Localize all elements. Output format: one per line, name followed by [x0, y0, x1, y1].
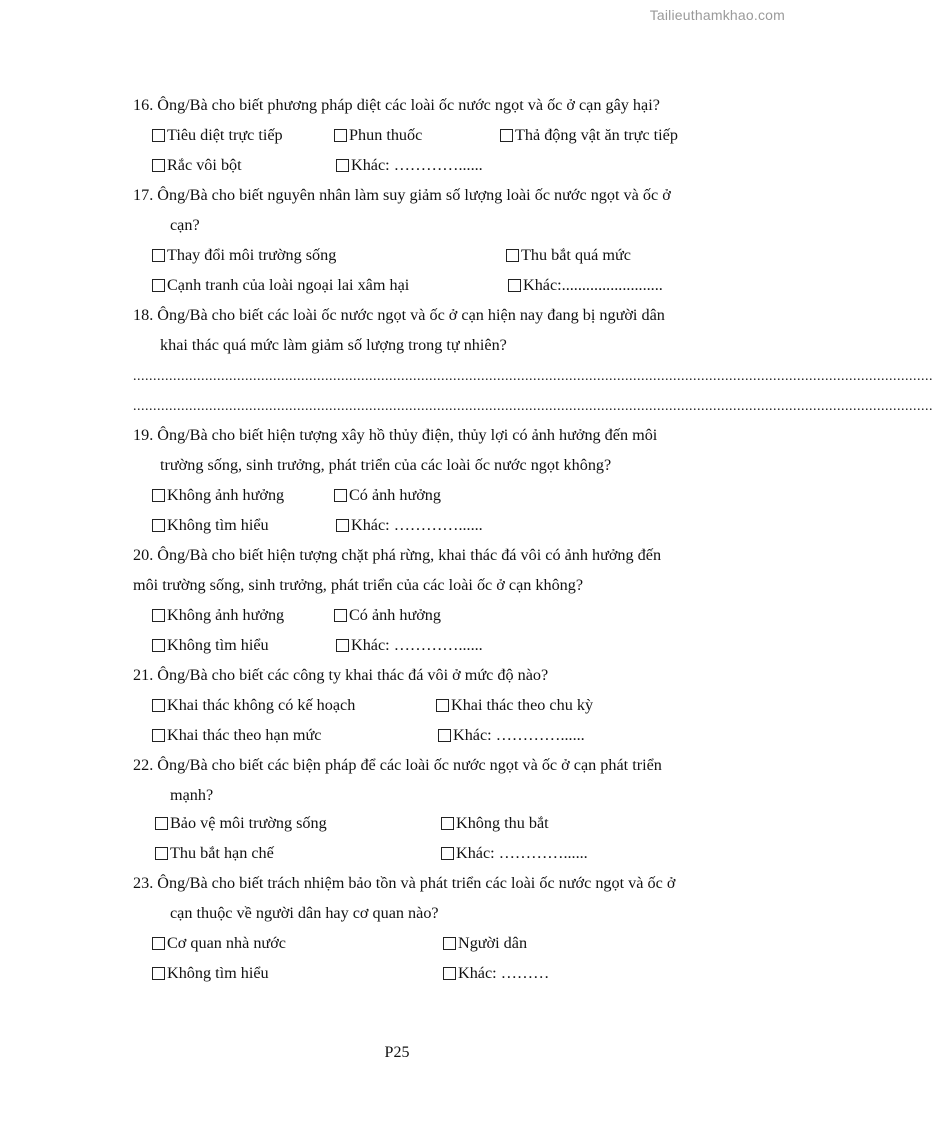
- option-label: Có ảnh hưởng: [349, 606, 441, 624]
- q16-option-rac-voi[interactable]: [152, 155, 242, 175]
- checkbox[interactable]: [152, 129, 165, 142]
- option-label: Khai thác theo chu kỳ: [451, 696, 594, 714]
- checkbox[interactable]: [152, 937, 165, 950]
- q20-option-khong-tim-hieu[interactable]: [152, 635, 269, 655]
- q23-option-nguoi-dan[interactable]: [443, 933, 527, 953]
- checkbox[interactable]: [334, 489, 347, 502]
- q23-option-khong-tim-hieu[interactable]: [152, 963, 269, 983]
- q17-option-khac[interactable]: [508, 275, 663, 295]
- checkbox[interactable]: [152, 609, 165, 622]
- checkbox[interactable]: [441, 817, 454, 830]
- q16-option-phun-thuoc[interactable]: [334, 125, 422, 145]
- checkbox[interactable]: [152, 159, 165, 172]
- question-18-line1: 18. Ông/Bà cho biết các loài ốc nước ngọt và ốc ở cạn hiện nay đang bị người dân: [133, 306, 665, 324]
- option-label: Thay đổi môi trường sống: [167, 246, 337, 264]
- question-17-line1: 17. Ông/Bà cho biết nguyên nhân làm suy giảm số lượng loài ốc nước ngọt và ốc ở: [133, 186, 671, 204]
- question-19-line2: trường sống, sinh trưởng, phát triển của các loài ốc nước ngọt không?: [160, 456, 612, 474]
- question-20-line1: 20. Ông/Bà cho biết hiện tượng chặt phá rừng, khai thác đá vôi có ảnh hưởng đến: [133, 546, 662, 564]
- q22-option-thu-bat-han-che[interactable]: [155, 843, 274, 863]
- q19-option-khong-tim-hieu[interactable]: [152, 515, 269, 535]
- option-label: Có ảnh hưởng: [349, 486, 441, 504]
- checkbox[interactable]: [506, 249, 519, 262]
- option-label: Cơ quan nhà nước: [167, 934, 286, 952]
- checkbox[interactable]: [441, 847, 454, 860]
- option-label: Khai thác theo hạn mức: [167, 726, 322, 744]
- option-label: Cạnh tranh của loài ngoại lai xâm hại: [167, 276, 410, 294]
- option-label: Khác:.........................: [523, 276, 663, 294]
- q19-option-co-anh-huong[interactable]: [334, 485, 441, 505]
- question-22-line2: mạnh?: [170, 786, 214, 804]
- option-label: Không thu bắt: [456, 814, 549, 832]
- question-17-line2: cạn?: [170, 216, 200, 234]
- option-label: Không ảnh hưởng: [167, 486, 285, 504]
- q21-option-khac[interactable]: [438, 725, 585, 745]
- q20-option-khong-anh-huong[interactable]: [152, 605, 284, 625]
- option-label: Khác: …………......: [453, 726, 585, 744]
- option-label: Không tìm hiểu: [167, 636, 269, 654]
- question-20-line2: môi trường sống, sinh trưởng, phát triển của các loài ốc ở cạn không?: [133, 576, 584, 594]
- option-label: Thu bắt quá mức: [521, 246, 631, 264]
- question-18-line2: khai thác quá mức làm giảm số lượng trong tự nhiên?: [160, 336, 507, 354]
- question-16: 16. Ông/Bà cho biết phương pháp diệt các loài ốc nước ngọt và ốc ở cạn gây hại?: [133, 96, 660, 114]
- option-label: Thả động vật ăn trực tiếp: [515, 126, 678, 144]
- q23-option-khac[interactable]: [443, 963, 549, 983]
- option-label: Khác: ………: [458, 964, 550, 982]
- option-label: Khác: …………......: [456, 844, 588, 862]
- checkbox[interactable]: [334, 129, 347, 142]
- q16-option-khac[interactable]: [336, 155, 483, 175]
- q20-option-khac[interactable]: [336, 635, 483, 655]
- checkbox[interactable]: [436, 699, 449, 712]
- option-label: Không tìm hiểu: [167, 964, 269, 982]
- checkbox[interactable]: [336, 639, 349, 652]
- q21-option-khong-ke-hoach[interactable]: [152, 695, 355, 715]
- q21-option-han-muc[interactable]: [152, 725, 321, 745]
- option-label: Khác: …………......: [351, 516, 483, 534]
- option-label: Tiêu diệt trực tiếp: [167, 126, 283, 144]
- checkbox[interactable]: [443, 937, 456, 950]
- watermark: Tailieuthamkhao.com: [649, 7, 785, 23]
- checkbox[interactable]: [152, 699, 165, 712]
- checkbox[interactable]: [508, 279, 521, 292]
- question-19-line1: 19. Ông/Bà cho biết hiện tượng xây hồ thủy điện, thủy lợi có ảnh hưởng đến môi: [133, 426, 658, 444]
- option-label: Khác: …………......: [351, 156, 483, 174]
- checkbox[interactable]: [152, 729, 165, 742]
- checkbox[interactable]: [438, 729, 451, 742]
- q22-option-bao-ve[interactable]: [155, 813, 327, 833]
- checkbox[interactable]: [152, 489, 165, 502]
- checkbox[interactable]: [443, 967, 456, 980]
- option-label: Người dân: [458, 934, 528, 952]
- q19-option-khac[interactable]: [336, 515, 483, 535]
- q16-option-tieu-diet[interactable]: [152, 125, 283, 145]
- checkbox[interactable]: [500, 129, 513, 142]
- q16-option-tha-dong-vat[interactable]: [500, 125, 678, 145]
- q17-option-thu-bat[interactable]: [506, 245, 631, 265]
- option-label: Thu bắt hạn chế: [170, 844, 274, 862]
- checkbox[interactable]: [152, 279, 165, 292]
- option-label: Không tìm hiểu: [167, 516, 269, 534]
- checkbox[interactable]: [155, 847, 168, 860]
- q21-option-chu-ky[interactable]: [436, 695, 593, 715]
- q17-option-thay-doi[interactable]: [152, 245, 336, 265]
- checkbox[interactable]: [152, 249, 165, 262]
- question-21: 21. Ông/Bà cho biết các công ty khai thác đá vôi ở mức độ nào?: [133, 666, 549, 684]
- checkbox[interactable]: [152, 639, 165, 652]
- question-23-line2: cạn thuộc về người dân hay cơ quan nào?: [170, 904, 439, 922]
- option-label: Không ảnh hưởng: [167, 606, 285, 624]
- option-label: Bảo vệ môi trường sống: [170, 814, 327, 832]
- checkbox[interactable]: [152, 519, 165, 532]
- q18-answer-line-1[interactable]: ........................................................................................................................................................................................................: [133, 369, 933, 384]
- q23-option-co-quan[interactable]: [152, 933, 286, 953]
- checkbox[interactable]: [334, 609, 347, 622]
- checkbox[interactable]: [336, 159, 349, 172]
- checkbox[interactable]: [155, 817, 168, 830]
- q18-answer-line-2[interactable]: ........................................................................................................................................................................................................: [133, 399, 933, 414]
- q19-option-khong-anh-huong[interactable]: [152, 485, 284, 505]
- option-label: Rắc vôi bột: [167, 156, 242, 174]
- checkbox[interactable]: [336, 519, 349, 532]
- option-label: Khác: …………......: [351, 636, 483, 654]
- question-22-line1: 22. Ông/Bà cho biết các biện pháp để các loài ốc nước ngọt và ốc ở cạn phát triển: [133, 756, 662, 774]
- question-23-line1: 23. Ông/Bà cho biết trách nhiệm bảo tồn và phát triển các loài ốc nước ngọt và ốc ở: [133, 874, 676, 892]
- q22-option-khong-thu-bat[interactable]: [441, 813, 549, 833]
- option-label: Khai thác không có kế hoạch: [167, 696, 356, 714]
- page-number: P25: [384, 1044, 410, 1061]
- checkbox[interactable]: [152, 967, 165, 980]
- q17-option-canh-tranh[interactable]: [152, 275, 409, 295]
- q20-option-co-anh-huong[interactable]: [334, 605, 441, 625]
- q22-option-khac[interactable]: [441, 843, 588, 863]
- option-label: Phun thuốc: [349, 126, 423, 144]
